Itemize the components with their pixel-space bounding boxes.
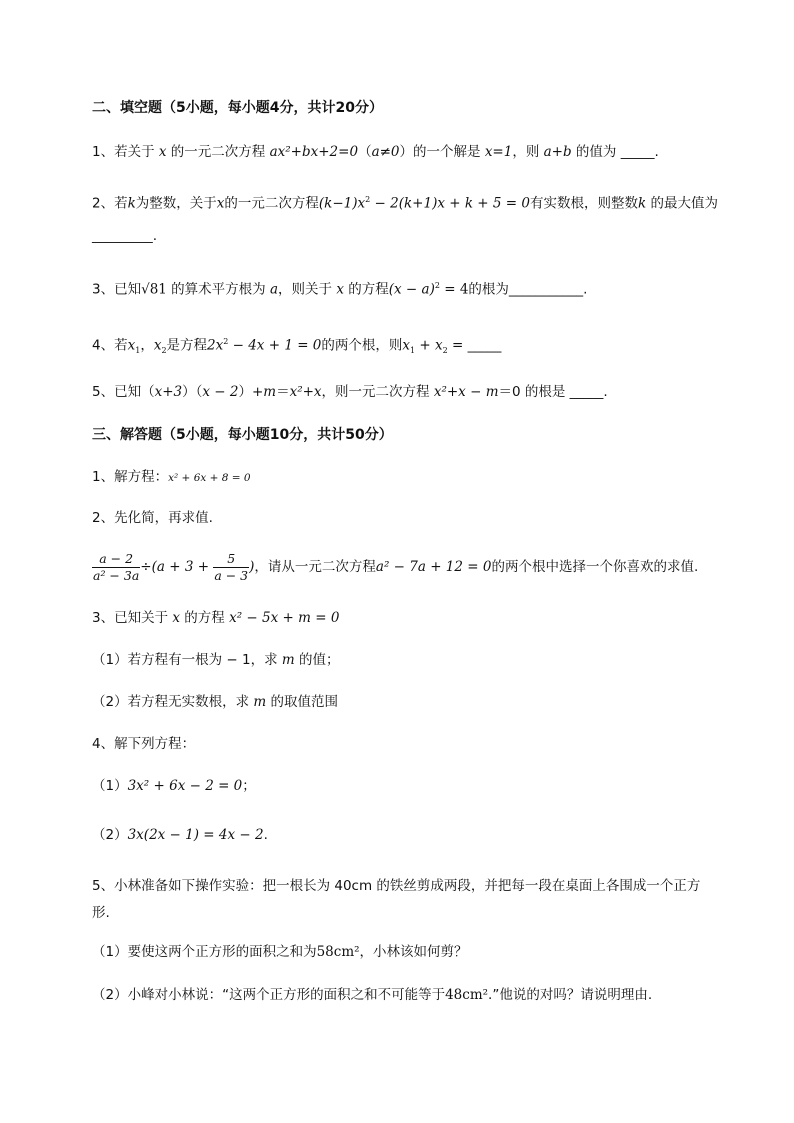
q5-text: ）+ (238, 384, 264, 400)
solve-question-3-part-1 (92, 650, 339, 670)
q5-factor-1: x+3 (154, 384, 183, 400)
fill-question-3 (92, 276, 587, 300)
fraction-2-numerator: 5 (213, 551, 249, 568)
s3-text: （2）若方程无实数根，求 (92, 694, 254, 710)
q1-equation: ax²+bx+2=0 (269, 144, 359, 160)
s5-area-value: 58cm² (316, 944, 360, 960)
q1-condition: a≠0 (371, 144, 400, 160)
q4-root-2: x (153, 337, 162, 354)
s3-text: （1）若方程有一根为 − 1，求 (92, 652, 282, 668)
solve-question-4-part-2 (92, 825, 268, 845)
s2-paren: ) (249, 559, 255, 575)
section2-heading: 二、填空题（5小题，每小题4分，共计20分） (92, 100, 383, 116)
q3-exponent: 2 (434, 281, 440, 290)
q5-text: ，则一元二次方程 (321, 384, 434, 400)
q2-var-x: x (216, 195, 225, 212)
solve-question-5: 5、小林准备如下操作实验：把一根长为 40cm 的铁丝剪成两段，并把每一段在桌面上各围成一个正方 (92, 878, 701, 894)
s2-text: ，请从一元二次方程 (254, 559, 376, 575)
s4-text: ； (242, 778, 256, 794)
q5-rhs: x²+x (289, 384, 322, 400)
s5-text: ，小林该如何剪？ (359, 944, 468, 960)
s3-text: 的方程 (180, 610, 230, 626)
q1-text: ，则 (512, 144, 544, 160)
fill-question-4 (92, 332, 501, 361)
q2-exponent: 2 (365, 195, 371, 204)
solve-question-2: 2、先化简，再求值. (92, 510, 213, 526)
q2-text: 为整数，关于 (135, 195, 217, 212)
solve-question-1 (92, 467, 251, 488)
q5-text: 5、已知（ (92, 384, 155, 400)
fraction-1 (92, 551, 140, 584)
q3-var-a: a (269, 281, 279, 298)
q5-blank: ＝0 的根是 _____. (498, 384, 608, 400)
s1-equation: x² + 6x + 8 = 0 (168, 472, 251, 484)
solve-question-5-part-2 (92, 985, 652, 1005)
q4-equation: 2x (207, 337, 224, 354)
s3-text: 3、已知关于 (92, 610, 173, 626)
q2-var-k: k (638, 195, 647, 212)
solve-question-5-cont: 形. (92, 905, 110, 921)
q4-text: ， (140, 337, 154, 354)
solve-question-2-expression (92, 549, 698, 585)
q4-root-1: x (127, 337, 136, 354)
q3-equation: = 4 (439, 281, 469, 298)
s5-text: .”他说的对吗？请说明理由. (488, 987, 653, 1003)
s4-equation-1: 3x² + 6x − 2 = 0 (127, 778, 243, 794)
q4-subscript: 2 (442, 346, 448, 356)
q2-text: 的最大值为 (646, 195, 718, 212)
q4-sum: x (402, 337, 411, 354)
q4-text: 4、若 (92, 337, 128, 354)
fraction-2 (213, 551, 249, 584)
s1-text: 1、解方程： (92, 469, 169, 485)
fraction-1-numerator: a − 2 (92, 551, 140, 568)
q3-blank: 的根为___________. (468, 281, 588, 298)
q5-equation: x²+x − m (433, 384, 499, 400)
q3-var-x: x (336, 281, 344, 298)
s5-text: （2）小峰对小林说：“这两个正方形的面积之和不可能等于 (92, 987, 446, 1003)
s3-var-m: m (281, 652, 295, 668)
s2-text: 的两个根中选择一个你喜欢的求值. (491, 559, 699, 575)
solve-question-4: 4、解下列方程： (92, 736, 196, 752)
q4-blank: _____ (467, 337, 502, 354)
fill-question-5 (92, 382, 608, 402)
q5-factor-2: x − 2 (202, 384, 239, 400)
s3-text: 的值； (294, 652, 340, 668)
q2-equation: − 2(k+1)x + k + 5 = 0 (370, 195, 530, 212)
q1-var-x: x (158, 144, 167, 160)
q4-sum: + x (415, 337, 443, 354)
solve-question-3-part-2 (92, 692, 338, 712)
q4-equation: − 4x + 1 = 0 (228, 337, 322, 354)
s5-area-value: 48cm² (445, 987, 489, 1003)
s3-text: 的取值范围 (266, 694, 338, 710)
s5-text: （1）要使这两个正方形的面积之和为 (92, 944, 317, 960)
s2-operator: ÷(a + 3 + (140, 559, 214, 575)
s4-text: （2） (92, 827, 128, 843)
s4-text: （1） (92, 778, 128, 794)
q2-text: 2、若 (92, 195, 128, 212)
fill-question-2-blank: _________. (92, 228, 158, 244)
q1-sum: a+b (543, 144, 572, 160)
q3-square-root: √81 (141, 281, 167, 298)
q1-text: 1、若关于 (92, 144, 159, 160)
fill-question-1 (92, 142, 659, 162)
fraction-2-denominator: a − 3 (214, 567, 249, 583)
s3-var-x: x (172, 610, 181, 626)
fraction-1-denominator: a² − 3a (93, 567, 140, 583)
s3-var-m: m (253, 694, 267, 710)
solve-question-3 (92, 608, 339, 628)
q2-text: 有实数根，则整数 (530, 195, 638, 212)
q4-text: 是方程 (166, 337, 208, 354)
q4-sum: = (447, 337, 468, 354)
q2-var-k: k (127, 195, 136, 212)
q4-subscript: 2 (161, 346, 167, 356)
s3-equation: x² − 5x + m = 0 (229, 610, 340, 626)
q1-text: ）的一个解是 (399, 144, 485, 160)
q4-text: 的两个根，则 (321, 337, 403, 354)
q5-var-m: m (263, 384, 277, 400)
s2-equation: a² − 7a + 12 = 0 (375, 559, 492, 575)
solve-question-5-part-1 (92, 942, 468, 962)
section3-heading: 三、解答题（5小题，每小题10分，共计50分） (92, 427, 393, 443)
q5-text: ）（ (182, 384, 203, 400)
q4-exponent: 2 (223, 337, 229, 346)
q1-text: 的一元二次方程 (166, 144, 270, 160)
q2-text: 的一元二次方程 (224, 195, 319, 212)
q1-solution: x=1 (484, 144, 513, 160)
fill-question-2 (92, 190, 718, 214)
q2-equation: (k−1)x (318, 195, 366, 212)
solve-question-4-part-1 (92, 776, 256, 796)
s4-equation-2: 3x(2x − 1) = 4x − 2 (127, 827, 264, 843)
s4-text: . (263, 827, 268, 843)
q5-text: ＝ (276, 384, 290, 400)
q4-subscript: 1 (135, 346, 141, 356)
q3-text: 3、已知 (92, 281, 142, 298)
q1-blank: 的值为 _____. (571, 144, 659, 160)
q3-text: ，则关于 (278, 281, 337, 298)
q4-subscript: 1 (410, 346, 416, 356)
q1-text: （ (358, 144, 372, 160)
q3-text: 的方程 (343, 281, 389, 298)
q3-text: 的算术平方根为 (166, 281, 270, 298)
q3-equation: (x − a) (388, 281, 435, 298)
